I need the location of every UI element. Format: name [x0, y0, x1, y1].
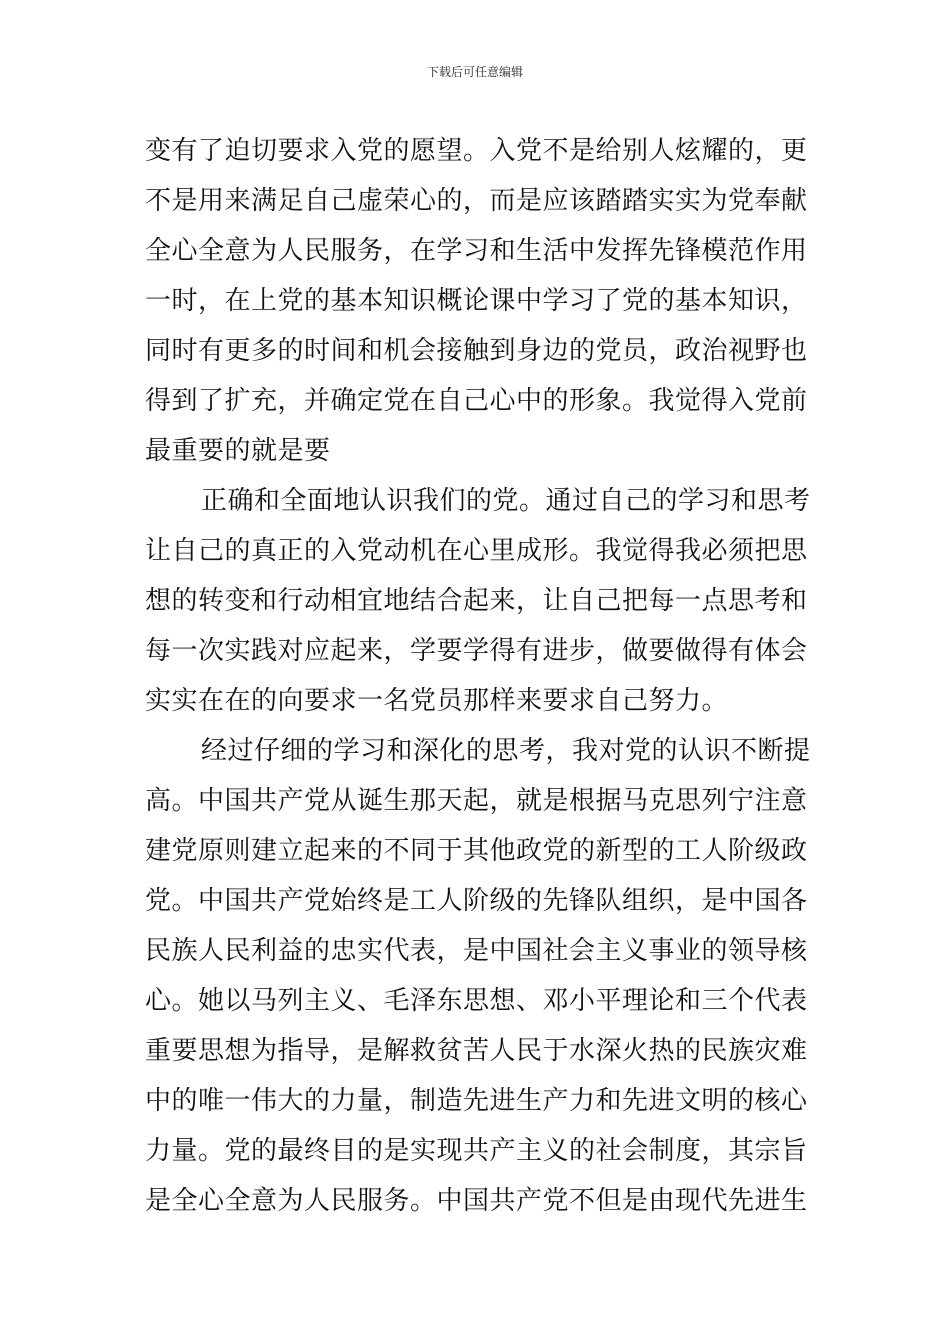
text-line: 不是用来满足自己虚荣心的，而是应该踏踏实实为党奉献 — [145, 186, 808, 216]
page-header: 下载后可任意编辑 — [426, 65, 523, 79]
text-line: 同时有更多的时间和机会接触到身边的党员，政治视野也 — [145, 336, 808, 366]
text-line: 一时，在上党的基本知识概论课中学习了党的基本知识， — [145, 286, 808, 316]
text-line: 建党原则建立起来的不同于其他政党的新型的工人阶级政 — [145, 836, 808, 866]
text-line: 让自己的真正的入党动机在心里成形。我觉得我必须把思 — [145, 536, 808, 566]
text-line: 得到了扩充，并确定党在自己心中的形象。我觉得入党前 — [145, 386, 808, 416]
text-line: 心。她以马列主义、毛泽东思想、邓小平理论和三个代表 — [145, 986, 808, 1016]
text-line: 最重要的就是要 — [145, 436, 331, 466]
text-line: 全心全意为人民服务，在学习和生活中发挥先锋模范作用 — [145, 236, 808, 266]
text-line: 正确和全面地认识我们的党。通过自己的学习和思考 — [201, 486, 811, 516]
text-line: 想的转变和行动相宜地结合起来，让自己把每一点思考和 — [145, 586, 808, 616]
text-line: 重要思想为指导，是解救贫苦人民于水深火热的民族灾难 — [145, 1036, 808, 1066]
text-line: 每一次实践对应起来，学要学得有进步，做要做得有体会 — [145, 636, 808, 666]
text-line: 经过仔细的学习和深化的思考，我对党的认识不断提 — [201, 736, 811, 766]
body-text — [145, 126, 815, 1226]
text-line: 力量。党的最终目的是实现共产主义的社会制度，其宗旨 — [145, 1136, 808, 1166]
text-line: 高。中国共产党从诞生那天起，就是根据马克思列宁注意 — [145, 786, 808, 816]
text-line: 中的唯一伟大的力量，制造先进生产力和先进文明的核心 — [145, 1086, 808, 1116]
text-line: 民族人民利益的忠实代表，是中国社会主义事业的领导核 — [145, 936, 808, 966]
text-line: 党。中国共产党始终是工人阶级的先锋队组织，是中国各 — [145, 886, 808, 916]
text-line: 实实在在的向要求一名党员那样来要求自己努力。 — [145, 686, 729, 716]
text-line: 是全心全意为人民服务。中国共产党不但是由现代先进生 — [145, 1186, 808, 1216]
text-line: 变有了迫切要求入党的愿望。入党不是给别人炫耀的，更 — [145, 136, 808, 166]
